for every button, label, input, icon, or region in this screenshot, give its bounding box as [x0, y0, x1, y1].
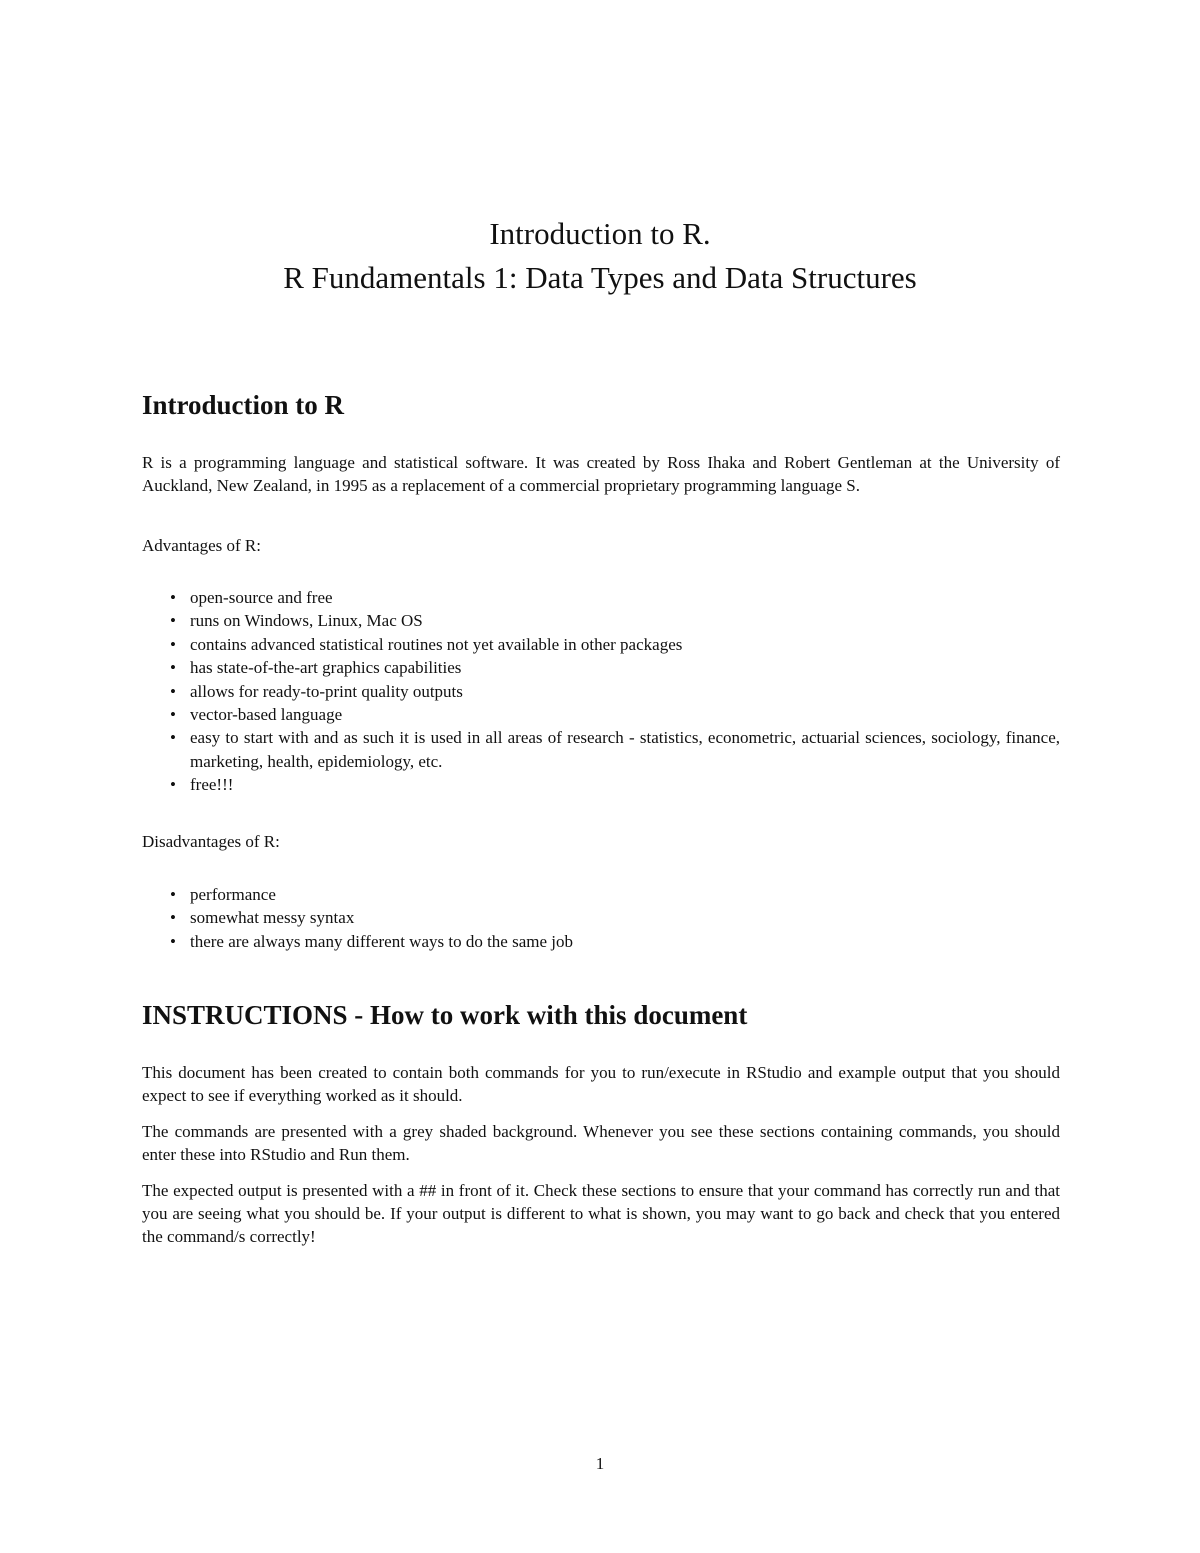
advantages-label-block — [142, 534, 1060, 557]
instructions-paragraph-3-block — [142, 1179, 1060, 1248]
instructions-paragraph: This document has been created to contain both commands for you to run/execute in RStudio and example output that you should expect to see if everything worked as it should. — [142, 1063, 1060, 1105]
intro-section — [142, 388, 1060, 422]
list-item — [142, 656, 1060, 679]
advantages-list — [142, 586, 1060, 797]
instructions-paragraph-1-block — [142, 1061, 1060, 1107]
list-item — [142, 773, 1060, 796]
bullet-icon: • — [170, 885, 176, 904]
title-line-1: Introduction to R. — [489, 216, 711, 251]
list-item — [142, 883, 1060, 906]
list-item-text: free!!! — [190, 775, 234, 795]
bullet-icon: • — [170, 728, 176, 748]
advantages-label: Advantages of R: — [142, 536, 261, 555]
list-item — [142, 726, 1060, 773]
disadvantages-label-block — [142, 830, 1060, 853]
instructions-section — [142, 998, 1060, 1032]
document-title — [0, 212, 1200, 300]
list-item-text: has state-of-the-art graphics capabilities — [190, 658, 462, 678]
bullet-icon: • — [170, 931, 176, 951]
bullet-icon: • — [170, 634, 176, 654]
page-number: 1 — [595, 1454, 605, 1473]
list-item-text: allows for ready-to-print quality outputs — [190, 681, 463, 701]
bullet-icon: • — [170, 611, 176, 631]
disadvantages-label: Disadvantages of R: — [142, 832, 280, 851]
disadvantages-list — [142, 883, 1060, 953]
list-item — [142, 633, 1060, 656]
bullet-icon: • — [170, 775, 176, 795]
list-item-text: open-source and free — [190, 588, 333, 607]
disadvantages-list-block — [142, 883, 1060, 953]
list-item — [142, 906, 1060, 929]
advantages-list-block — [142, 586, 1060, 797]
list-item — [142, 586, 1060, 609]
list-item — [142, 703, 1060, 726]
bullet-icon: • — [170, 588, 176, 607]
bullet-icon: • — [170, 908, 176, 928]
list-item-text: there are always many different ways to do the same job — [190, 931, 573, 951]
instructions-paragraph-2-block — [142, 1120, 1060, 1166]
instructions-paragraph: The commands are presented with a grey shaded background. Whenever you see these sections containing commands, you should enter these into RStudio and Run them. — [142, 1122, 1060, 1164]
list-item — [142, 930, 1060, 953]
instructions-heading: INSTRUCTIONS - How to work with this document — [142, 1000, 748, 1030]
intro-paragraph-block — [142, 451, 1060, 497]
list-item-text: performance — [190, 885, 276, 904]
intro-heading: Introduction to R — [142, 390, 345, 420]
bullet-icon: • — [170, 705, 176, 725]
instructions-paragraph: The expected output is presented with a ## in front of it. Check these sections to ensure that your command has correctly run and that you are seeing what you should be. If your output is different to what is shown, you may want to go back and check that you entered the command/s correctly! — [142, 1181, 1060, 1246]
bullet-icon: • — [170, 658, 176, 678]
list-item-text: somewhat messy syntax — [190, 908, 355, 928]
list-item — [142, 609, 1060, 632]
bullet-icon: • — [170, 681, 176, 701]
list-item-text: easy to start with and as such it is used in all areas of research - statistics, econometric, actuarial sciences, sociology, finance, marketing, health, epidemiology, etc. — [190, 728, 1060, 771]
intro-paragraph: R is a programming language and statistical software. It was created by Ross Ihaka and Robert Gentleman at the University of Auckland, New Zealand, in 1995 as a replacement of a commercial proprietary programming language S. — [142, 453, 1060, 495]
list-item-text: contains advanced statistical routines not yet available in other packages — [190, 634, 683, 654]
list-item-text: runs on Windows, Linux, Mac OS — [190, 611, 423, 631]
title-line-2: R Fundamentals 1: Data Types and Data Structures — [283, 260, 917, 295]
list-item — [142, 680, 1060, 703]
list-item-text: vector-based language — [190, 705, 343, 725]
